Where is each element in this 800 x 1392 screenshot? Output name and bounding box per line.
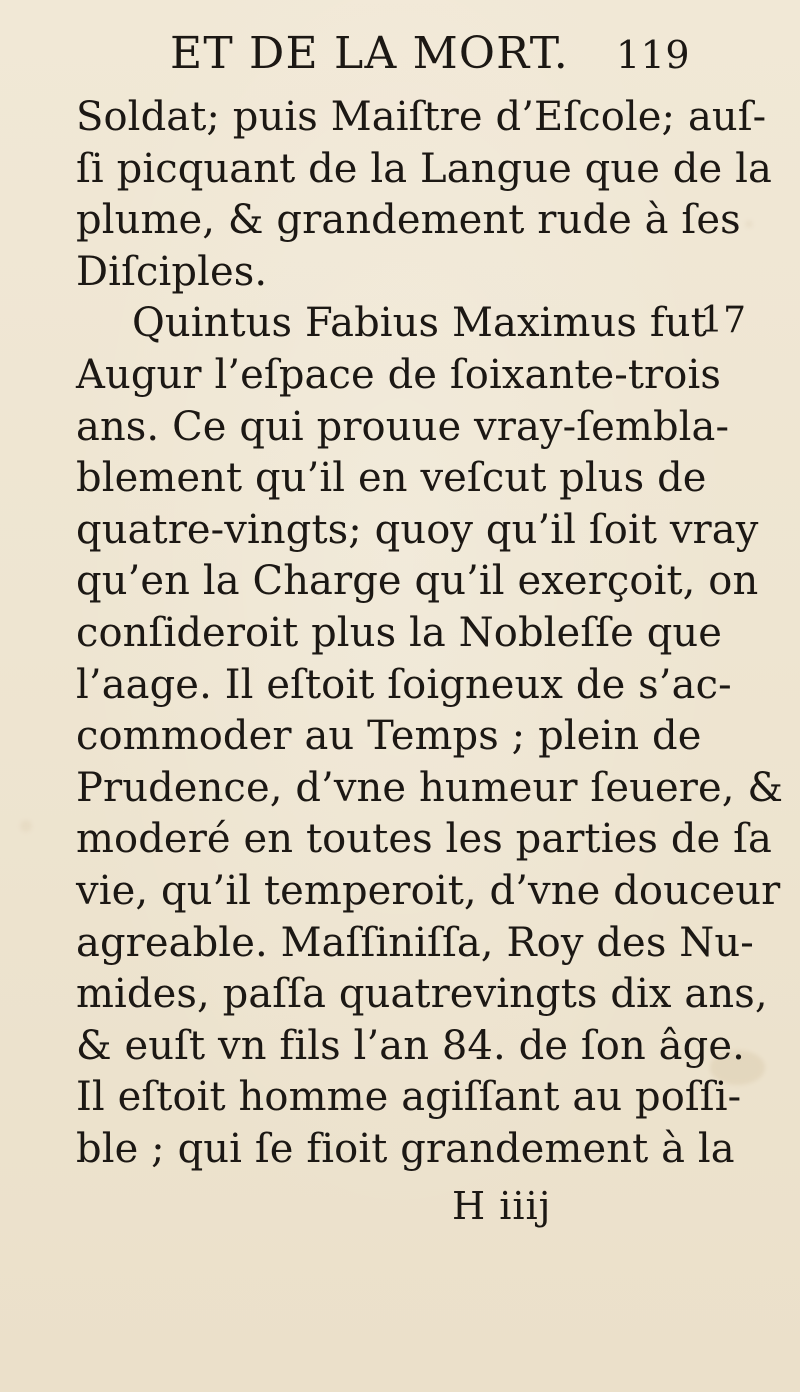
text-line: Il eſtoit homme agiſſant au poſſi- (76, 1074, 742, 1121)
running-title: ET DE LA MORT. (170, 28, 569, 79)
text-line: qu’en la Charge qu’il exerçoit, on (76, 558, 759, 605)
text-line: Soldat; puis Maiſtre d’Eſcole; auſ- (76, 94, 767, 140)
margin-note-number: 17 (700, 300, 747, 341)
text-line: ble ; qui ſe fioit grandement à la (76, 1125, 735, 1172)
text-line: moderé en toutes les parties de ſa (76, 816, 772, 863)
text-line: vie, qu’il temperoit, d’vne douceur (76, 867, 781, 914)
signature-mark: H iiij (452, 1184, 552, 1228)
text-line: mides, paſſa quatrevingts dix ans, (76, 971, 768, 1018)
text-line: commoder au Temps ; plein de (76, 713, 702, 760)
text-line: plume, & grandement rude à ſes (76, 197, 741, 244)
text-line: Diſciples. (76, 248, 268, 295)
paragraph-start-line: Quintus Fabius Maximus fut (132, 300, 707, 347)
text-line: ans. Ce qui prouue vray-ſembla- (76, 403, 730, 450)
paper-speck (745, 220, 753, 228)
text-line: & euſt vn fils l’an 84. de ſon âge. (76, 1022, 745, 1069)
text-line: l’aage. Il eſtoit ſoigneux de s’ac- (76, 661, 732, 708)
text-line: Augur l’eſpace de ſoixante-trois (76, 351, 721, 398)
paper-speck (20, 820, 32, 832)
text-line: blement qu’il en veſcut plus de (76, 455, 707, 502)
text-line: conſideroit plus la Nobleſſe que (76, 609, 723, 656)
text-line: agreable. Maſſiniſſa, Roy des Nu- (76, 919, 754, 966)
running-head (170, 30, 690, 90)
text-line: quatre-vingts; quoy qu’il ſoit vray (76, 506, 759, 553)
page-number: 119 (615, 33, 690, 77)
text-line: ſi picquant de la Langue que de la (76, 145, 772, 192)
text-line: Prudence, d’vne humeur ſeuere, & (76, 764, 784, 811)
